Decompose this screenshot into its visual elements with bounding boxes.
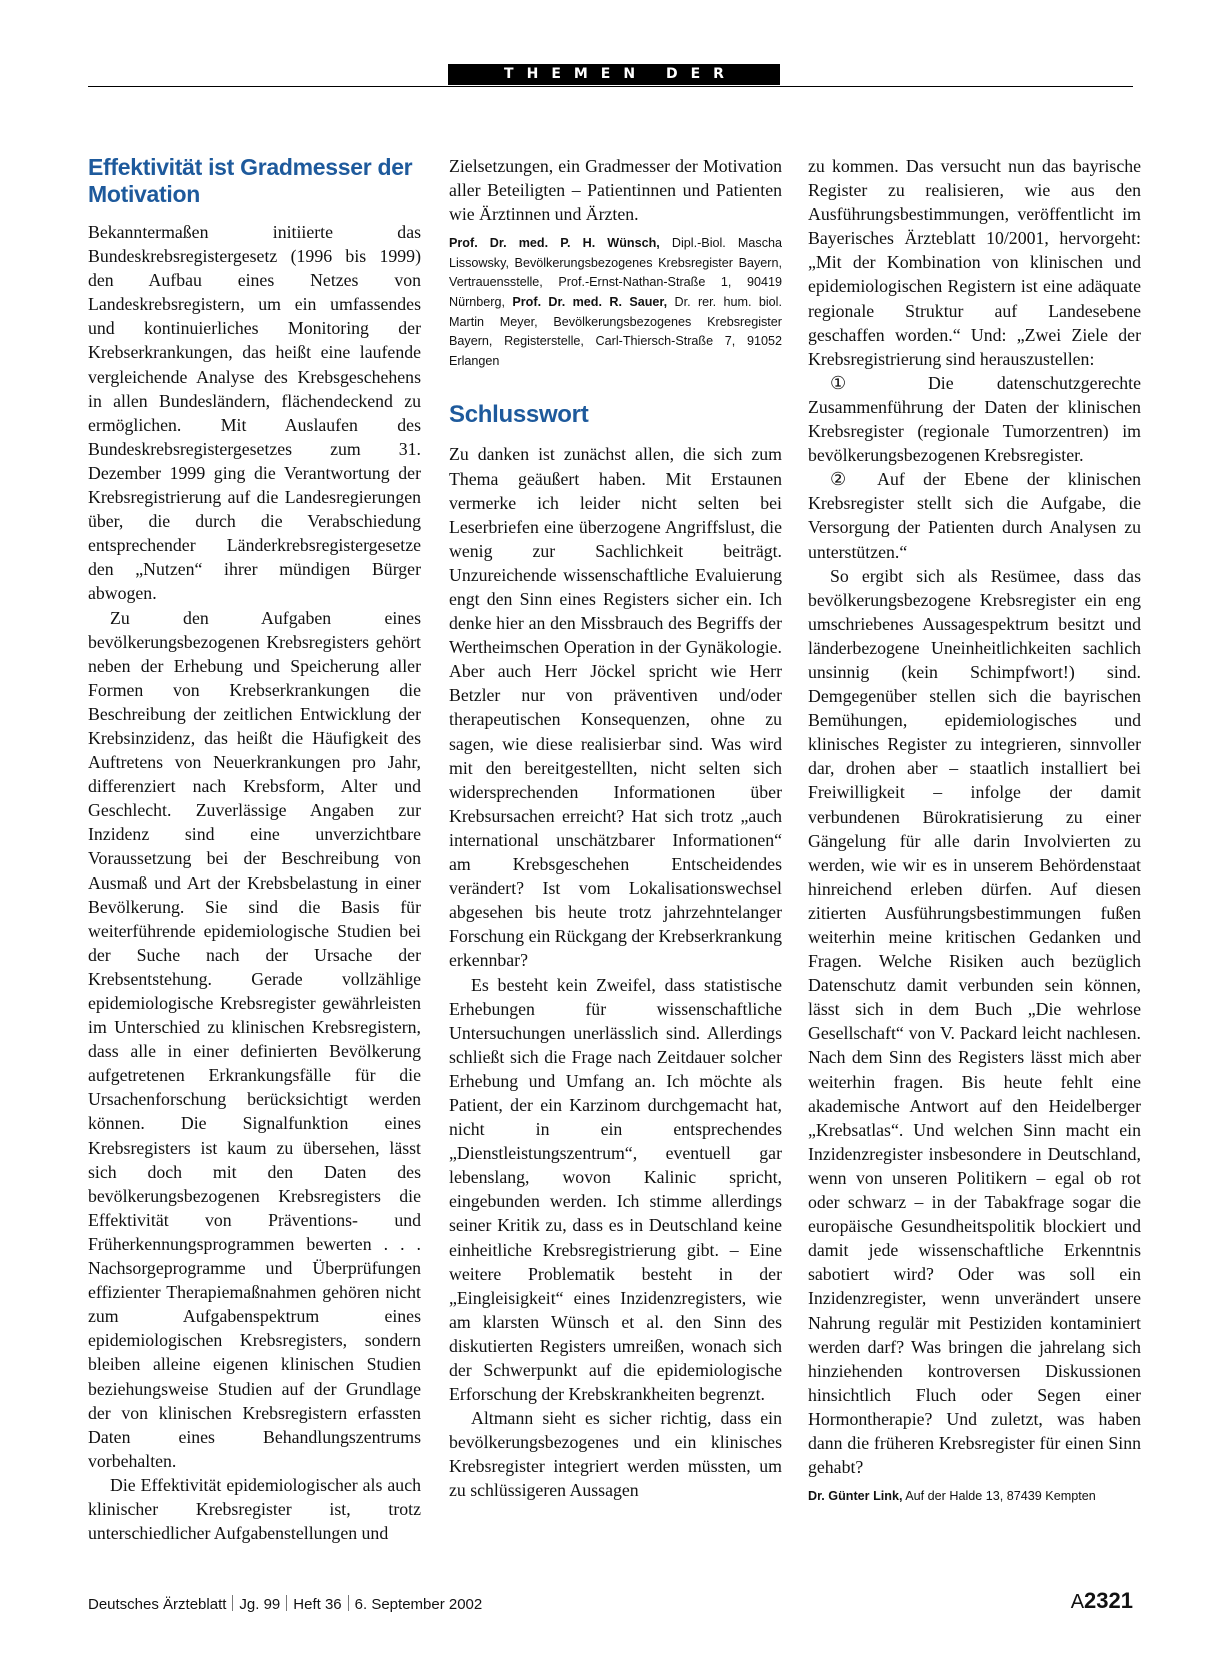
date: 6. September 2002 [354,1596,483,1613]
author-address: Auf der Halde 13, 87439 Kempten [902,1489,1096,1504]
paragraph: zu kommen. Das versucht nun das bayrische Register zu realisieren, wie aus den Ausführungsbestimmungen, veröffentlicht im Bayerisches Ärzteblatt 10/2001, hervorgeht: „Mit der Kombination von klinischen und epidemiologischen Registern ist eine adäquate regionale Struktur auf Landesebene geschaffen worden.“ Und: „Zwei Ziele der Krebsregistrierung sind herauszustellen: [808,156,1141,369]
column-1 [88,154,421,1545]
list-item: ② Auf der Ebene der klinischen Krebsregister stellt sich die Aufgabe, die Versorgung der Patienten durch Analysen zu unterstützen.“ [808,469,1141,562]
page-number [1071,1588,1133,1614]
paragraph: Zu den Aufgaben eines bevölkerungsbezogenen Krebsregisters gehört neben der Erhebung und Speicherung aller Formen von Krebserkrankungen die Beschreibung der zeitlichen Entwicklung der Krebsinzidenz, das heißt die Häufigkeit des Auftretens von Neuerkrankungen pro Jahr, differenziert nach Krebsform, Alter und Geschlecht. Zuverlässige Angaben zur Inzidenz sind eine unverzichtbare Voraussetzung bei der Beschreibung von Ausmaß und Art der Krebsbelastung in einer Bevölkerung. Sie sind die Basis für weiterführende epidemiologische Studien bei der Suche nach der Ursache der Krebsentstehung. Gerade vollzählige epidemiologische Krebsregister gewährleisten im Unterschied zu klinischen Krebsregistern, dass alle in einer definierten Bevölkerung aufgetretenen Erkrankungsfälle für die Ursachenforschung berücksichtigt werden können. Die Signalfunktion eines Krebsregisters ist kaum zu übersehen, lässt sich doch mit den Daten des bevölkerungsbezogenen Krebsregisters die Effektivität von Präventions- und Früherkennungsprogrammen bewerten . . . Nachsorgeprogramme und Überprüfungen effizienter Therapiemaßnahmen gehören nicht zum Aufgabenspektrum eines epidemiologischen Krebsregisters, sondern bleiben alleine eigenen klinischen Studien beziehungsweise Studien auf der Grundlage der von klinischen Krebsregistern erfassten Daten eines Behandlungszentrums vorbehalten. [88,607,421,1471]
author-name: Prof. Dr. med. P. H. Wünsch, [449,236,660,251]
paragraph: Bekanntermaßen initiierte das Bundeskrebsregistergesetz (1996 bis 1999) den Aufbau eines Netzes von Landeskrebsregistern, um ein umfassendes und kontinuierliches Monitoring der Krebserkrankungen, das heißt eine laufende vergleichende Analyse des Krebsgeschehens in allen Bundesländern, flächendeckend zu ermöglichen. Mit Auslaufen des Bundeskrebsregistergesetzes zum 31. Dezember 1999 ging die Verantwortung der Krebsregistrierung auf die Landesregierungen über, die durch die Verabschiedung entsprechender Länderkrebsregistergesetze den „Nutzen“ ihrer mündigen Bürger abwogen. [88,222,421,604]
paragraph: So ergibt sich als Resümee, dass das bevölkerungsbezogene Krebsregister ein eng umschriebenes Aussagespektrum besitzt und länderbezogene Uneinheitlichkeiten sachlich unsinnig (kein Schimpfwort!) sind. Demgegenüber stellen sich die bayrischen Bemühungen, epidemiologisches und klinisches Register zu integrieren, sinnvoller dar, drohen aber – staatlich installiert bei Freiwilligkeit – infolge der damit verbundenen Bürokratisierung zu einer Gängelung für alle darin Involvierten zu werden, wie wir es in unserem Behördenstaat hinreichend erleben dürfen. Auf diesen zitierten Ausführungsbestimmungen fußen weiterhin meine kritischen Gedanken und Fragen. Welche Risiken auch bezüglich Datenschutz damit verbunden sein können, lässt sich in dem Buch „Die wehrlose Gesellschaft“ von V. Packard leicht nachlesen. Nach dem Sinn des Registers lässt mich aber weiterhin fragen. Bis heute fehlt eine akademische Antwort auf den Heidelberger „Krebsatlas“. Und welchen Sinn macht ein Inzidenzregister insbesondere in Deutschland, wenn von unseren Politikern – egal ob rot oder schwarz – in der Tabakfrage sogar die europäische Gesundheitspolitik blockiert und damit jede wissenschaftliche Erkenntnis sabotiert wird? Oder was soll ein Inzidenzregister, wenn unverändert unsere Nahrung regulär mit Pestiziden kontaminiert werden darf? Was bringen die jahrelang sich hinziehenden kontroversen Diskussionen hinsichtlich Fluch oder Segen einer Hormontherapie? Und zuletzt, was haben dann die früheren Krebsregister für einen Sinn gehabt? [808,565,1141,1478]
paragraph: Altmann sieht es sicher richtig, dass ein bevölkerungsbezogenes und ein klinisches Krebsregister integriert werden müssten, um zu schlüssigeren Aussagen [449,1408,782,1501]
author-affiliation: Dr. rer. hum. biol. Martin Meyer, Bevölkerungsbezogenes Krebsregister Bayern, Registerstelle, Carl-Thiersch-Straße 7, 91052 Erlangen [449,295,782,368]
page-number-value: 2321 [1084,1588,1133,1613]
section-label: THEMEN DER ZEIT [448,64,780,85]
issue: Heft 36 [293,1596,342,1613]
author-affiliation: Dipl.-Biol. Mascha Lissowsky, Bevölkerungsbezogenes Krebsregister Bayern, Vertrauensstelle, Prof.-Ernst-Nathan-Straße 1, 90419 Nürnberg, [449,236,783,310]
page-prefix: A [1070,1591,1085,1613]
volume: Jg. 99 [239,1596,281,1613]
paragraph: Die Effektivität epidemiologischer als auch klinischer Krebsregister ist, trotz unterschiedlicher Aufgabenstellungen und [88,1474,421,1544]
separator [286,1595,287,1611]
heading-schlusswort: Schlusswort [449,401,589,429]
separator [232,1595,233,1611]
column-3 [808,154,1141,1507]
separator [348,1595,349,1611]
list-item: ① Die datenschutzgerechte Zusammenführung der Daten der klinischen Krebsregister (regionale Tumorzentren) im bevölkerungsbezogenen Krebsregister. [808,372,1141,466]
author-name: Dr. Günter Link, [808,1489,903,1504]
journal-name: Deutsches Ärzteblatt [88,1596,227,1613]
author-block [808,1487,1141,1507]
author-block [449,234,782,371]
author-name: Prof. Dr. med. R. Sauer, [512,295,668,310]
footer-citation [88,1595,482,1613]
column-2 [449,154,782,1503]
paragraph: Es besteht kein Zweifel, dass statistische Erhebungen für wissenschaftliche Untersuchungen unerlässlich sind. Allerdings schließt sich die Frage nach Zeitdauer solcher Erhebung und Umfang an. Ich möchte als Patient, der ein Karzinom durchgemacht hat, nicht in ein entsprechendes „Dienstleistungszentrum“, eventuell gar lebenslang, wovon Kalinic spricht, eingebunden werden. Ich stimme allerdings seiner Kritik zu, dass es in Deutschland keine einheitliche Krebsregistrierung gibt. – Eine weitere Problematik besteht in der „Eingleisigkeit“ eines Inzidenzregisters, wie am klarsten Wünsch et al. den Sinn des diskutierten Registers umreißen, wonach sich der Schwerpunkt auf die epidemiologische Erforschung der Krebskrankheiten begrenzt. [449,974,782,1405]
heading-effektivitaet: Effektivität ist Gradmesser der Motivation [88,154,413,207]
paragraph: Zu danken ist zunächst allen, die sich zum Thema geäußert haben. Mit Erstaunen vermerke ich leider nicht selten bei Leserbriefen eine überzogene Angriffslust, die wenig zur Sachlichkeit beiträgt. Unzureichende wissenschaftliche Evaluierung engt den Sinn eines Registers sicher ein. Ich denke hier an den Missbrauch des Begriffs der Wertheimschen Operation in der Gynäkologie. Aber auch Herr Jöckel spricht wie Herr Betzler nur von präventiven und/oder therapeutischen Konsequenzen, ohne zu sagen, wie diese realisierbar sind. Was wird mit den bereitgestellten, nicht selten sich widersprechenden Informationen über Krebsursachen erreicht? Hat sich trotz „auch international unschätzbarer Informationen“ am Krebsgeschehen Entscheidendes verändert? Ist vom Lokalisationswechsel abgesehen bis heute trotz jahrzehntelanger Forschung ein Rückgang der Krebserkrankung erkennbar? [449,444,782,971]
paragraph: Zielsetzungen, ein Gradmesser der Motivation aller Beteiligten – Patientinnen und Patienten wie Ärztinnen und Ärzten. [449,156,782,225]
